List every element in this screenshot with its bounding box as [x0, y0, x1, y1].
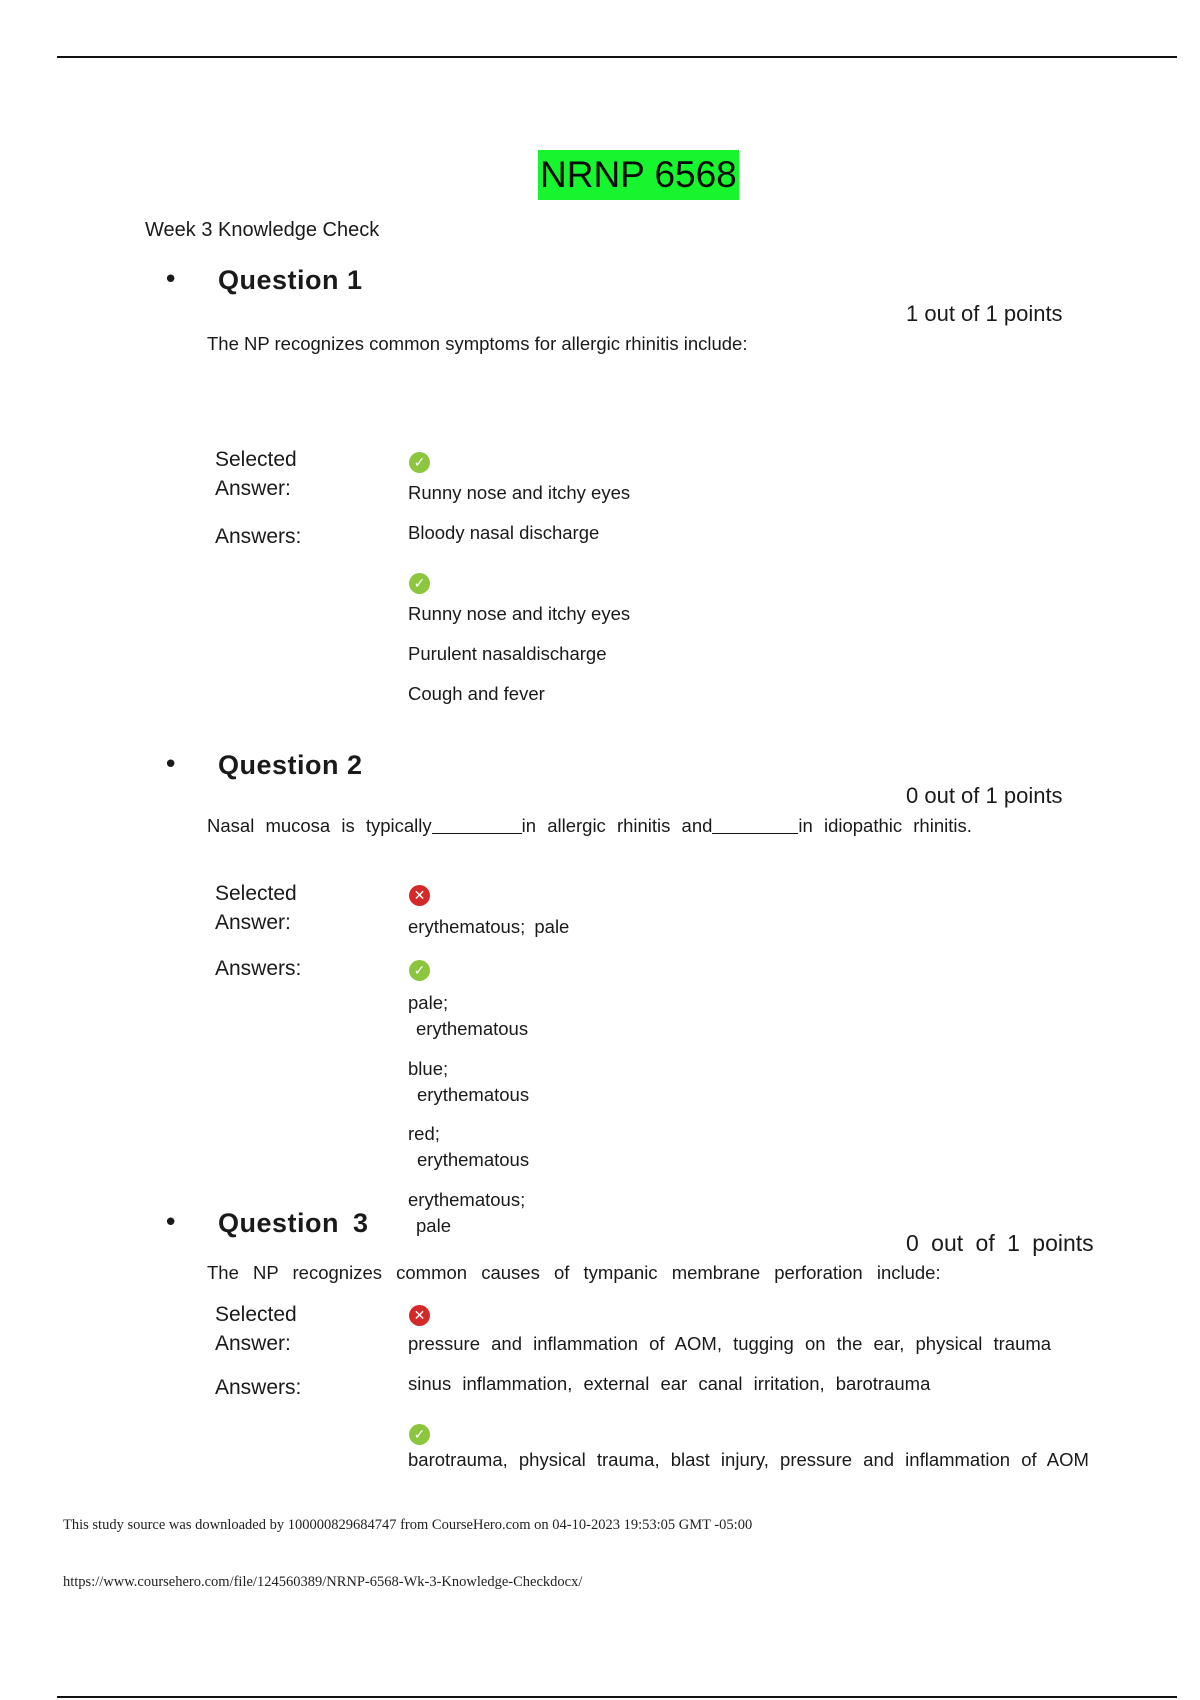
- answer-option: Purulent nasaldischarge: [408, 643, 607, 664]
- question-text: Nasal mucosa is typically in allergic rhinitis and in idiopathic rhinitis.: [207, 815, 972, 836]
- selected-answer-label: Selected Answer:: [215, 882, 297, 934]
- bullet-icon: •: [163, 1208, 179, 1238]
- answer-option: sinus inflammation, external ear canal irritation, barotrauma: [408, 1373, 931, 1394]
- question-text: The NP recognizes common symptoms for allergic rhinitis include:: [207, 333, 748, 354]
- course-title: NRNP 6568: [538, 150, 739, 200]
- check-circle-icon: ✓: [409, 573, 430, 594]
- check-circle-icon: ✓: [409, 960, 430, 981]
- selected-answer-label: Selected Answer:: [215, 1303, 297, 1355]
- top-rule: [57, 56, 1177, 58]
- bottom-rule: [57, 1696, 1177, 1698]
- selected-answer: erythematous; pale: [408, 916, 570, 937]
- page-subtitle: Week 3 Knowledge Check: [145, 219, 380, 241]
- selected-answer-label: Selected Answer:: [215, 448, 297, 500]
- answers-label: Answers:: [215, 957, 302, 980]
- answer-option: red; erythematous: [408, 1123, 530, 1170]
- answer-option: Bloody nasal discharge: [408, 522, 600, 543]
- answer-option: blue; erythematous: [408, 1058, 530, 1105]
- blank-line: [432, 833, 522, 834]
- answer-option: erythematous; pale: [408, 1189, 526, 1236]
- x-circle-icon: ✕: [409, 885, 430, 906]
- answer-option: Runny nose and itchy eyes: [408, 603, 631, 624]
- question-title: Question 3: [218, 1208, 369, 1238]
- question-title: Question 1: [218, 265, 363, 295]
- answer-option: Cough and fever: [408, 683, 545, 704]
- source-url[interactable]: https://www.coursehero.com/file/124560389/NRNP-6568-Wk-3-Knowledge-Checkdocx/: [63, 1574, 583, 1590]
- x-circle-icon: ✕: [409, 1305, 430, 1326]
- check-circle-icon: ✓: [409, 1424, 430, 1445]
- answers-label: Answers:: [215, 1376, 302, 1399]
- question-text: The NP recognizes common causes of tympanic membrane perforation include:: [207, 1262, 941, 1283]
- answer-option: pale; erythematous: [408, 992, 529, 1039]
- question-title: Question 2: [218, 750, 363, 780]
- question-points: 1 out of 1 points: [906, 301, 1063, 326]
- question-points: 0 out of 1 points: [906, 1230, 1094, 1256]
- answer-option: barotrauma, physical trauma, blast injury, pressure and inflammation of AOM: [408, 1449, 1089, 1470]
- bullet-icon: •: [163, 265, 179, 295]
- selected-answer: Runny nose and itchy eyes: [408, 482, 631, 503]
- answers-label: Answers:: [215, 525, 302, 548]
- question-points: 0 out of 1 points: [906, 783, 1063, 808]
- download-note: This study source was downloaded by 100000829684747 from CourseHero.com on 04-10-2023 19:53:05 GMT -05:00: [63, 1517, 753, 1533]
- check-circle-icon: ✓: [409, 452, 430, 473]
- bullet-icon: •: [163, 750, 179, 780]
- blank-line: [712, 833, 798, 834]
- selected-answer: pressure and inflammation of AOM, tugging on the ear, physical trauma: [408, 1333, 1052, 1354]
